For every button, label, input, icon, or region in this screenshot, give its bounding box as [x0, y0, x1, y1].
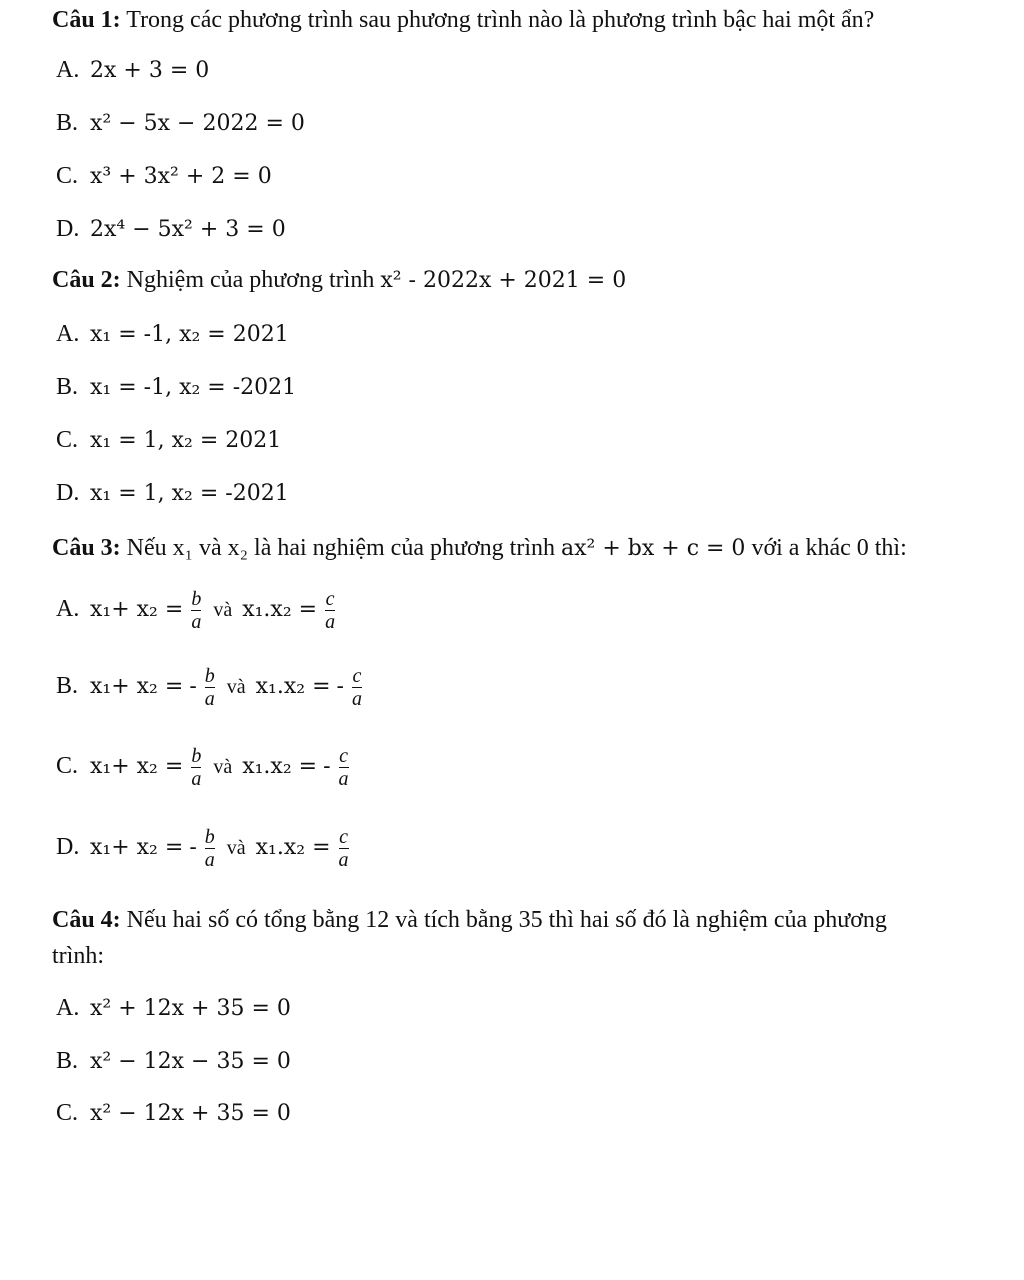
fraction-denominator: a — [338, 768, 349, 790]
sum-fraction — [205, 665, 215, 710]
q2-option-a[interactable] — [56, 322, 289, 346]
q2-option-d[interactable] — [56, 481, 289, 505]
question-2-text: Nghiệm của phương trình — [126, 267, 375, 293]
option-label: C. — [56, 427, 79, 453]
sum-fraction — [191, 588, 201, 633]
product-sign: - — [336, 674, 344, 700]
question-3 — [52, 536, 907, 560]
fraction-denominator: a — [338, 849, 349, 871]
option-label: D. — [56, 480, 80, 506]
sum-fraction — [191, 745, 201, 790]
option-math: x₁ = -1, x₂ = 2021 — [90, 322, 289, 347]
option-math: x₁ = -1, x₂ = -2021 — [90, 375, 297, 400]
option-math: 2x + 3 = 0 — [90, 58, 210, 83]
fraction-numerator: b — [191, 588, 202, 610]
sum-expression: x₁+ x₂ = — [90, 597, 184, 623]
question-4 — [52, 908, 887, 932]
option-label: A. — [56, 321, 80, 347]
product-expression: x₁.x₂ = — [255, 674, 331, 700]
product-expression: x₁.x₂ = — [255, 835, 331, 861]
option-label: B. — [56, 110, 79, 136]
q3-option-d[interactable] — [56, 826, 351, 871]
q3-option-c[interactable] — [56, 745, 351, 790]
option-label: A. — [56, 596, 80, 623]
option-label: C. — [56, 753, 79, 780]
q1-option-d[interactable] — [56, 217, 286, 241]
conjunction: và — [213, 756, 233, 779]
fraction-denominator: a — [191, 768, 202, 790]
fraction-numerator: b — [204, 826, 215, 848]
option-math: x³ + 3x² + 2 = 0 — [90, 164, 272, 189]
option-math: x² − 12x + 35 = 0 — [90, 1101, 291, 1126]
conjunction: và — [226, 837, 246, 860]
question-3-label: Câu 3: — [52, 535, 121, 561]
fraction-numerator: b — [204, 665, 215, 687]
fraction-denominator: a — [204, 688, 215, 710]
option-math: x² − 12x − 35 = 0 — [90, 1049, 291, 1074]
question-2 — [52, 268, 626, 292]
fraction-numerator: c — [339, 745, 348, 767]
sum-sign: - — [189, 835, 197, 861]
option-label: B. — [56, 374, 79, 400]
option-label: C. — [56, 163, 79, 189]
fraction-numerator: c — [339, 826, 348, 848]
fraction-denominator: a — [204, 849, 215, 871]
sum-sign: - — [189, 674, 197, 700]
product-expression: x₁.x₂ = — [242, 754, 318, 780]
question-1-label: Câu 1: — [52, 7, 121, 33]
fraction-numerator: c — [325, 588, 335, 610]
product-fraction — [339, 745, 349, 790]
conjunction: và — [226, 676, 246, 699]
question-2-equation: x² - 2022x + 2021 = 0 — [380, 268, 627, 293]
q1-option-b[interactable] — [56, 111, 305, 135]
question-4-continued — [52, 944, 104, 968]
sum-expression: x₁+ x₂ = — [90, 754, 184, 780]
q1-option-a[interactable] — [56, 58, 209, 82]
fraction-numerator: b — [191, 745, 202, 767]
q2-option-b[interactable] — [56, 375, 296, 399]
option-label: D. — [56, 216, 80, 242]
product-fraction — [339, 826, 349, 871]
q4-option-c[interactable] — [56, 1101, 291, 1125]
product-fraction — [325, 588, 335, 633]
question-1-text: Trong các phương trình sau phương trình nào là phương trình bậc hai một ẩn? — [126, 7, 875, 33]
option-label: C. — [56, 1100, 79, 1126]
product-sign: - — [323, 754, 331, 780]
question-4-text-line2: trình: — [52, 943, 104, 969]
q3-option-a[interactable] — [56, 588, 337, 633]
product-expression: x₁.x₂ = — [242, 597, 318, 623]
question-4-label: Câu 4: — [52, 907, 121, 933]
sum-expression: x₁+ x₂ = — [90, 835, 184, 861]
option-math: x₁ = 1, x₂ = -2021 — [90, 481, 289, 506]
option-math: x² − 5x − 2022 = 0 — [90, 111, 305, 136]
option-math: x² + 12x + 35 = 0 — [90, 996, 291, 1021]
option-math: 2x⁴ − 5x² + 3 = 0 — [90, 217, 286, 242]
option-math: x₁ = 1, x₂ = 2021 — [90, 428, 282, 453]
q4-option-a[interactable] — [56, 996, 291, 1020]
product-fraction — [352, 665, 362, 710]
fraction-denominator: a — [351, 688, 362, 710]
question-3-text-a: Nếu x₁ và x₂ là hai nghiệm của phương trình — [126, 535, 556, 561]
option-label: B. — [56, 1048, 79, 1074]
fraction-denominator: a — [191, 611, 202, 633]
question-3-text-b: với a khác 0 thì: — [751, 535, 907, 561]
option-label: A. — [56, 57, 80, 83]
option-label: B. — [56, 673, 79, 700]
fraction-numerator: c — [352, 665, 362, 687]
question-1 — [52, 8, 874, 32]
question-4-text-line1: Nếu hai số có tổng bằng 12 và tích bằng 35 thì hai số đó là nghiệm của phương — [126, 907, 887, 933]
q2-option-c[interactable] — [56, 428, 281, 452]
sum-expression: x₁+ x₂ = — [90, 674, 184, 700]
question-2-label: Câu 2: — [52, 267, 121, 293]
q4-option-b[interactable] — [56, 1049, 291, 1073]
sum-fraction — [205, 826, 215, 871]
q3-option-b[interactable] — [56, 665, 364, 710]
conjunction: và — [213, 599, 233, 622]
option-label: A. — [56, 995, 80, 1021]
q1-option-c[interactable] — [56, 164, 272, 188]
fraction-denominator: a — [325, 611, 336, 633]
option-label: D. — [56, 834, 80, 861]
question-3-equation: ax² + bx + c = 0 — [561, 536, 746, 561]
